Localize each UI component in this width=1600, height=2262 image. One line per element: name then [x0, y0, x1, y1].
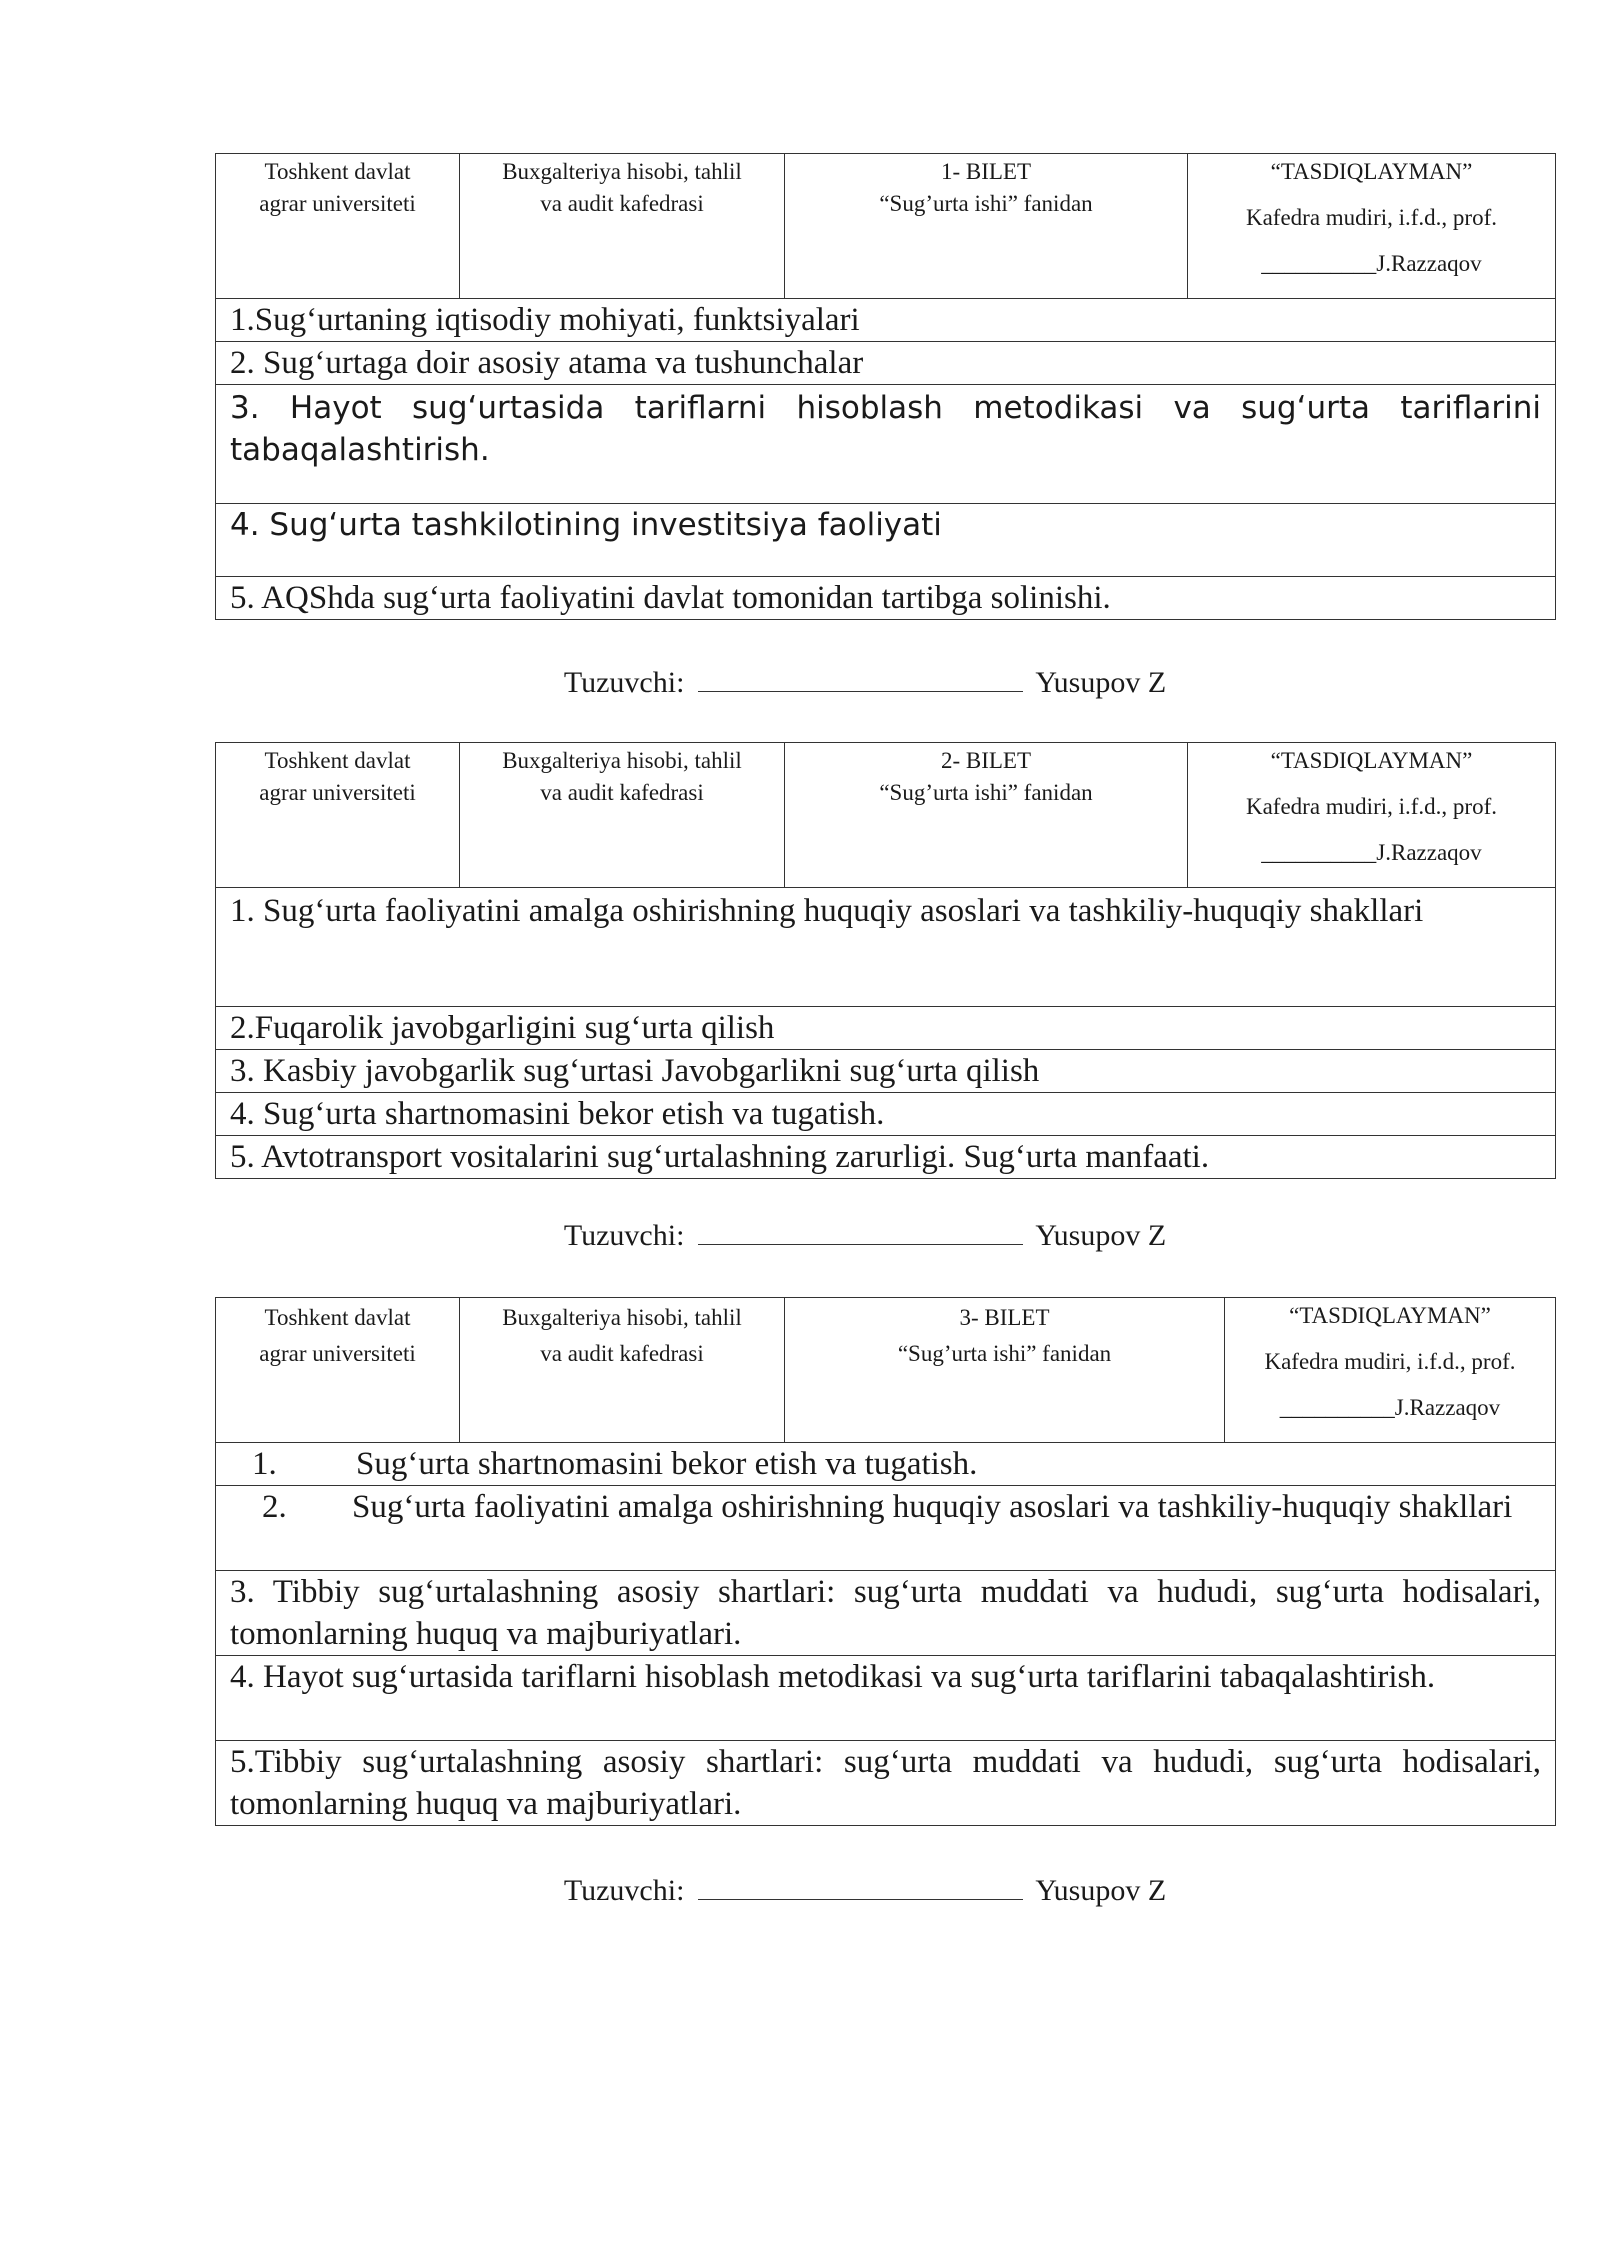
compiler-name: Yusupov Z: [1035, 1874, 1167, 1907]
bilet-number: 2- BILET: [940, 748, 1032, 773]
question-4: 4. Sugʻurta tashkilotining investitsiya faoliyati: [216, 504, 1556, 577]
approval-cell: [1188, 154, 1556, 299]
question-1: 1. Sugʻurta faoliyatini amalga oshirishning huquqiy asoslari va tashkiliy-huquqiy shakllari: [216, 888, 1556, 1007]
subject-name: “Sug’urta ishi” fanidan: [897, 1341, 1112, 1366]
bilet-cell: [785, 743, 1188, 888]
department-cell: [460, 1298, 785, 1443]
question-text: Sugʻurta faoliyatini amalga oshirishning huquqiy asoslari va tashkiliy-huquqiy shakllari: [352, 1489, 1513, 1525]
question-3: 3. Tibbiy sugʻurtalashning asosiy shartlari: sugʻurta muddati va hududi, sugʻurta hodisalari, tomonlarning huquq va majburiyatlari.: [216, 1571, 1556, 1656]
question-text: Sugʻurta shartnomasini bekor etish va tugatish.: [356, 1446, 978, 1482]
bilet-cell: [785, 1298, 1225, 1443]
university-line: agrar universiteti: [259, 1341, 416, 1366]
compiler-label: Tuzuvchi:: [563, 1874, 685, 1907]
department-line: Buxgalteriya hisobi, tahlil: [502, 748, 742, 773]
ticket-header-row: [216, 154, 1556, 299]
question-number: 2.: [262, 1489, 287, 1525]
university-line: Toshkent davlat: [264, 159, 411, 184]
question-1: 1.Sugʻurtaning iqtisodiy mohiyati, funktsiyalari: [216, 299, 1556, 342]
university-cell: [216, 154, 460, 299]
department-line: Buxgalteriya hisobi, tahlil: [502, 159, 742, 184]
ticket-3: [215, 1297, 1555, 1826]
university-line: agrar universiteti: [259, 780, 416, 805]
compiler-line: [0, 665, 1600, 700]
ticket-table: [215, 1297, 1556, 1826]
university-cell: [216, 743, 460, 888]
signature-blank: [698, 1873, 1023, 1900]
question-2: 2.Fuqarolik javobgarligini sugʻurta qilish: [216, 1007, 1556, 1050]
question-5: 5.Tibbiy sugʻurtalashning asosiy shartlari: sugʻurta muddati va hududi, sugʻurta hodisalari, tomonlarning huquq va majburiyatlari.: [216, 1741, 1556, 1826]
compiler-line: [0, 1873, 1600, 1908]
university-cell: [216, 1298, 460, 1443]
compiler-line: [0, 1218, 1600, 1253]
question-3: 3. Kasbiy javobgarlik sugʻurtasi Javobgarlikni sugʻurta qilish: [216, 1050, 1556, 1093]
head-title: Kafedra mudiri, i.f.d., prof.: [1264, 1349, 1516, 1374]
question-5: 5. Avtotransport vositalarini sugʻurtalashning zarurligi. Sugʻurta manfaati.: [216, 1136, 1556, 1179]
department-line: Buxgalteriya hisobi, tahlil: [502, 1305, 742, 1330]
university-line: Toshkent davlat: [264, 1305, 411, 1330]
question-1: [216, 1443, 1556, 1486]
compiler-label: Tuzuvchi:: [563, 666, 685, 699]
compiler-label: Tuzuvchi:: [563, 1219, 685, 1252]
bilet-number: 1- BILET: [940, 159, 1032, 184]
subject-name: “Sug’urta ishi” fanidan: [879, 191, 1093, 216]
bilet-number: 3- BILET: [959, 1305, 1050, 1330]
department-line: va audit kafedrasi: [540, 191, 704, 216]
ticket-table: [215, 742, 1556, 1179]
ticket-header-row: [216, 1298, 1556, 1443]
signature-blank: [698, 1218, 1023, 1245]
head-title: Kafedra mudiri, i.f.d., prof.: [1245, 794, 1497, 819]
question-4: 4. Sugʻurta shartnomasini bekor etish va tugatish.: [216, 1093, 1556, 1136]
ticket-header-row: [216, 743, 1556, 888]
question-4: 4. Hayot sugʻurtasida tariflarni hisoblash metodikasi va sugʻurta tariflarini tabaqalashtirish.: [216, 1656, 1556, 1741]
question-3: 3. Hayot sugʻurtasida tariflarni hisoblash metodikasi va sugʻurta tariflarini tabaqalashtirish.: [216, 385, 1556, 504]
university-line: agrar universiteti: [259, 191, 416, 216]
department-line: va audit kafedrasi: [540, 780, 704, 805]
approve-label: “TASDIQLAYMAN”: [1270, 159, 1473, 184]
compiler-name: Yusupov Z: [1035, 666, 1167, 699]
approve-label: “TASDIQLAYMAN”: [1270, 748, 1473, 773]
subject-name: “Sug’urta ishi” fanidan: [879, 780, 1093, 805]
ticket-table: [215, 153, 1556, 620]
signature-line: __________J.Razzaqov: [1261, 251, 1482, 276]
ticket-2: [215, 742, 1555, 1179]
signature-line: __________J.Razzaqov: [1261, 840, 1482, 865]
approval-cell: [1225, 1298, 1556, 1443]
signature-blank: [698, 665, 1023, 692]
question-2: [216, 1486, 1556, 1571]
university-line: Toshkent davlat: [264, 748, 411, 773]
ticket-1: [215, 153, 1555, 620]
department-cell: [460, 743, 785, 888]
approval-cell: [1188, 743, 1556, 888]
head-title: Kafedra mudiri, i.f.d., prof.: [1245, 205, 1497, 230]
question-2: 2. Sugʻurtaga doir asosiy atama va tushunchalar: [216, 342, 1556, 385]
approve-label: “TASDIQLAYMAN”: [1289, 1303, 1491, 1328]
compiler-name: Yusupov Z: [1035, 1219, 1167, 1252]
bilet-cell: [785, 154, 1188, 299]
signature-line: __________J.Razzaqov: [1279, 1395, 1501, 1420]
question-number: 1.: [252, 1446, 277, 1482]
question-5: 5. AQShda sugʻurta faoliyatini davlat tomonidan tartibga solinishi.: [216, 577, 1556, 620]
department-line: va audit kafedrasi: [540, 1341, 704, 1366]
department-cell: [460, 154, 785, 299]
